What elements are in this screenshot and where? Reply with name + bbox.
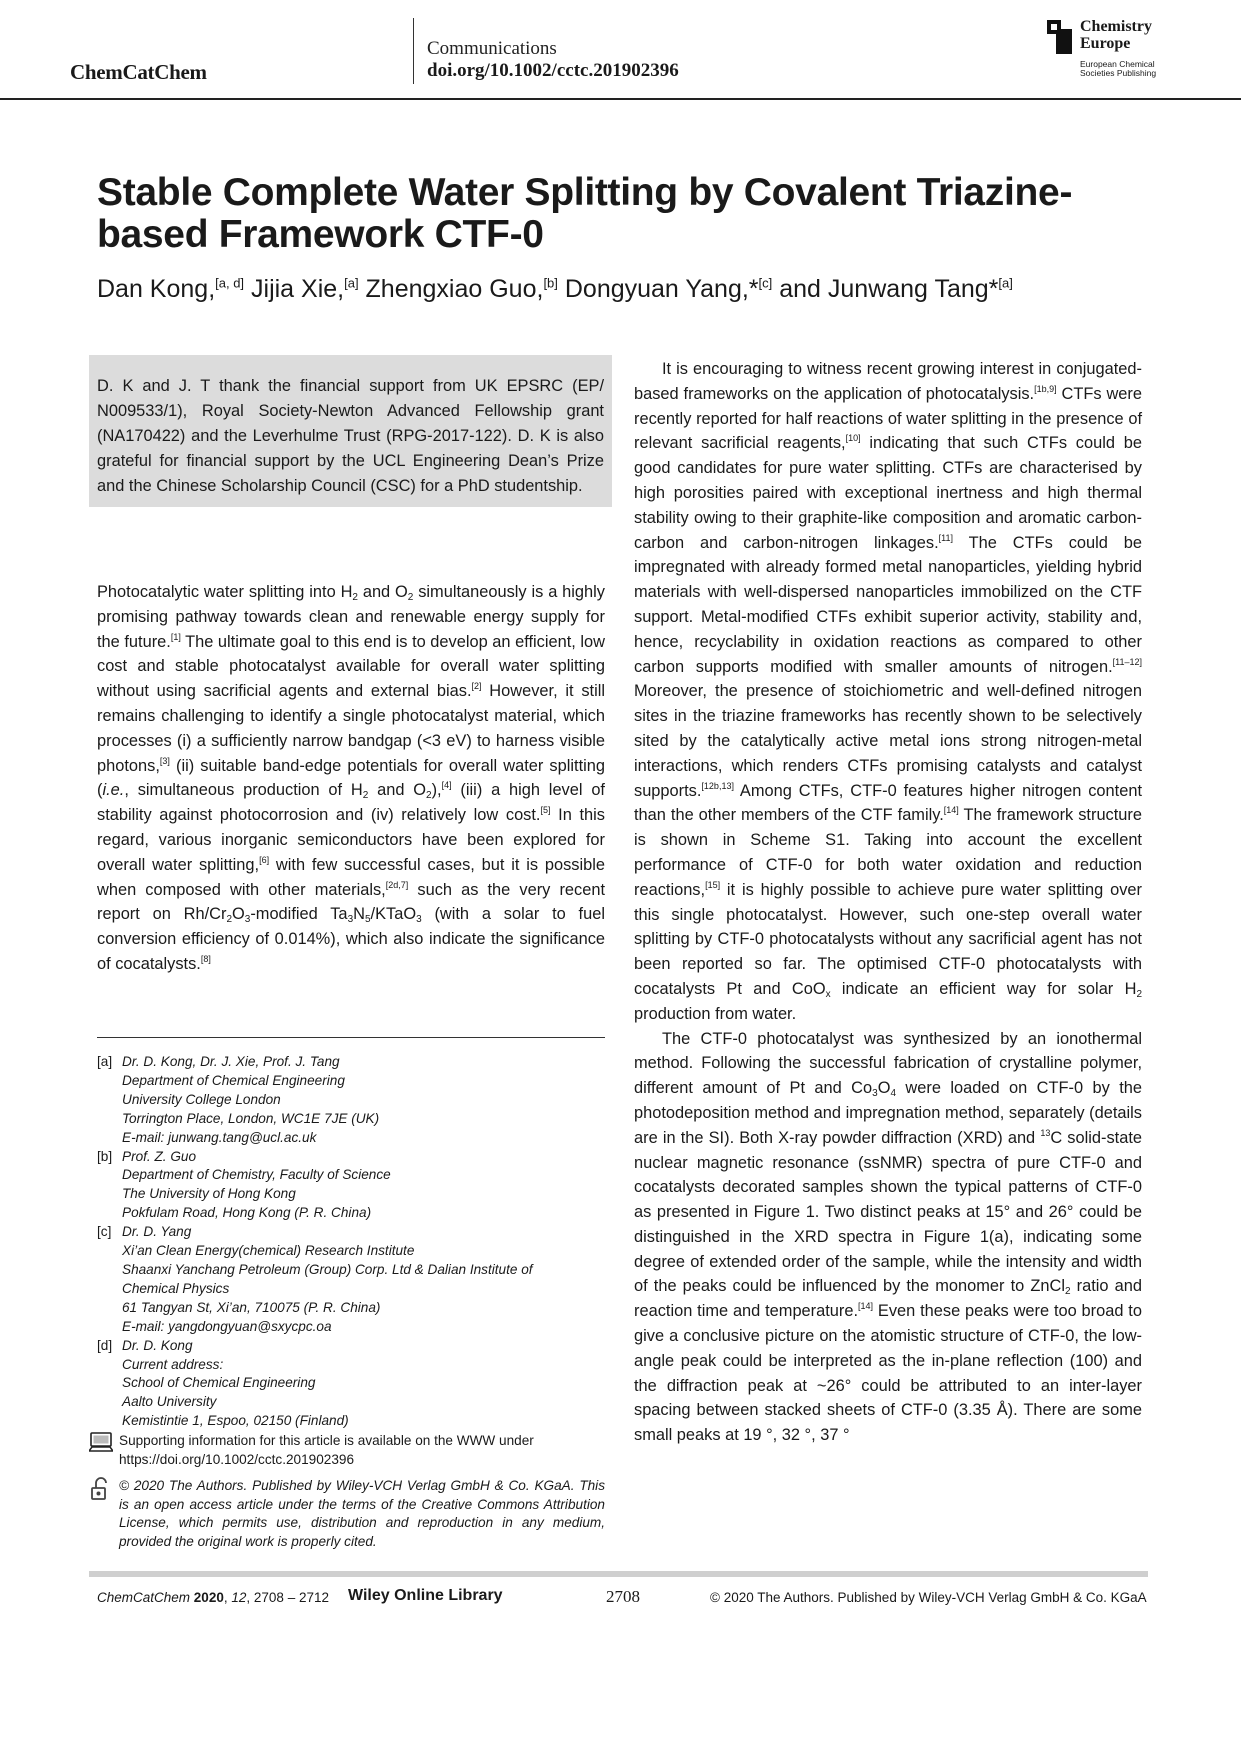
author-name: Dan Kong,	[97, 275, 216, 303]
publisher-logo	[1047, 18, 1177, 78]
author-name: Jijia Xie,	[251, 275, 345, 303]
logo-text-chemistry: Chemistry	[1080, 18, 1152, 35]
section-label: Communications	[427, 38, 557, 59]
supporting-info-text[interactable]: Supporting information for this article is available on the WWW under https://doi.org/10.1002/cctc.201902396	[119, 1433, 534, 1467]
logo-text-europe: Europe	[1080, 35, 1131, 52]
author-affiliation: [a, d]	[215, 275, 245, 291]
doi-link[interactable]: doi.org/10.1002/cctc.201902396	[427, 60, 679, 81]
author-name: and Junwang Tang*	[779, 275, 999, 303]
email-link[interactable]: E-mail: yangdongyuan@sxycpc.oa	[122, 1318, 332, 1334]
footer-rule	[89, 1571, 1148, 1577]
affiliation-a: [a] Dr. D. Kong, Dr. J. Xie, Prof. J. Tang Department of Chemical Engineering University College London Torrington Place, London, WC1E 7JE (UK) E-mail: junwang.tang@ucl.ac.uk	[97, 1053, 605, 1148]
open-access-icon	[89, 1477, 119, 1551]
supporting-info	[89, 1432, 605, 1469]
body-text-left: Photocatalytic water splitting into $H_2$ and $O_2$ simultaneously is a highly promising pathway towards clean and renewable energy supply for the future.[1] The ultimate goal to this end is to develop an efficient, low cost and stable photocatalyst available for overall water splitting without using sacrificial agents and external bias.[2] However, it still remains challenging to identify a single photocatalyst material, which processes (i) a sufficiently narrow bandgap (<3 eV) to harness visible photons,[3] (ii) suitable band-edge potentials for overall water splitting (i.e., simultaneous production of $H_2$ and $O_2),[4]$ (iii) a high level of stability against photocorrosion and (iv) relatively low cost.[5] In this regard, various inorganic semiconductors have been explored for overall water splitting,[6] with few successful cases, but it is possible when composed with other materials,[2d,7] such as the very recent report on $Rh/Cr_2O_3$-modified $Ta_3N_5/KTaO_3$ (with a solar to fuel conversion efficiency of 0.014%), which also indicate the significance of cocatalysts.[8]	[97, 583, 605, 973]
affiliation-d: [d] Dr. D. Kong Current address: School of Chemical Engineering Aalto University Kemistintie 1, Espoo, 02150 (Finland)	[97, 1337, 349, 1429]
email-link[interactable]: E-mail: junwang.tang@ucl.ac.uk	[122, 1129, 317, 1145]
license-text: © 2020 The Authors. Published by Wiley-VCH Verlag GmbH & Co. KGaA. This is an open access article under the terms of the Creative Commons Attribution License, which permits use, distribution and reproduction in any medium, provided the original work is properly cited.	[119, 1478, 605, 1549]
wiley-online-library-link[interactable]: Wiley Online Library	[348, 1587, 503, 1604]
author-affiliation: [c]	[758, 275, 773, 291]
author-affiliation: [a]	[998, 275, 1013, 291]
header-rule	[0, 98, 1241, 100]
affiliation-b: [b] Prof. Z. Guo Department of Chemistry, Faculty of Science The University of Hong Kong Pokfulam Road, Hong Kong (P. R. China)	[97, 1148, 391, 1221]
author-name: Zhengxiao Guo,	[365, 275, 544, 303]
computer-icon	[89, 1432, 119, 1469]
license-note	[89, 1477, 605, 1551]
supporting-notes	[89, 1432, 605, 1559]
chemistry-europe-logo-icon	[1047, 20, 1072, 54]
footnote-rule	[97, 1037, 605, 1038]
footer-copyright: © 2020 The Authors. Published by Wiley-VCH Verlag GmbH & Co. KGaA	[710, 1590, 1147, 1605]
acknowledgement-text: D. K and J. T thank the financial support from UK EPSRC (EP/ N009533/1), Royal Society-Newton Advanced Fellowship grant (NA170422) and the Leverhulme Trust (RPG-2017-122). D. K is also grateful for financial support by the UCL Engineering Dean’s Prize and the Chinese Scholarship Council (CSC) for a PhD studentship.	[97, 377, 604, 495]
header-divider	[413, 18, 414, 84]
footer-citation: ChemCatChem 2020, 12, 2708 – 2712	[97, 1590, 329, 1605]
author-list	[97, 275, 1013, 304]
journal-name: ChemCatChem	[70, 60, 207, 84]
author-affiliation: [a]	[344, 275, 359, 291]
logo-subtitle: European Chemical Societies Publishing	[1080, 59, 1157, 78]
author-name: Dongyuan Yang,*	[564, 275, 759, 303]
affiliation-footnotes	[97, 1053, 605, 1431]
affiliation-c: [c] Dr. D. Yang Xi’an Clean Energy(chemical) Research Institute Shaanxi Yanchang Petroleum (Group) Corp. Ltd & Dalian Institute of Chemical Physics 61 Tangyan St, Xi’an, 710075 (P. R. China) E-mail: yangdongyuan@sxycpc.oa	[97, 1223, 605, 1336]
author-affiliation: [b]	[543, 275, 558, 291]
body-text-right: It is encouraging to witness recent growing interest in conjugated-based frameworks on the application of photocatalysis.[1b,9] CTFs were recently reported for half reactions of water splitting in the presence of relevant sacrificial reagents,[10] indicating that such CTFs could be good candidates for pure water splitting. CTFs are characterised by high porosities paired with exceptional inertness and high thermal stability owing to their graphite-like composition and aromatic carbon-carbon and carbon-nitrogen linkages.[11] The CTFs could be impregnated with already formed metal nanoparticles, yielding hybrid materials with well-dispersed nanoparticles immobilized on the CTF support. Metal-modified CTFs exhibit superior activity, stability and, hence, recyclability in oxidation reactions as compared to other carbon supports modified with smaller amounts of nitrogen.[11–12] Moreover, the presence of stoichiometric and well-defined nitrogen sites in the triazine frameworks has recently shown to be selectively sited by the catalytically active metal ions strong nitrogen-metal interactions, which renders CTFs promising catalysts and catalyst supports.[12b,13] Among CTFs, CTF-0 features higher nitrogen content than the other members of the CTF family.[14] The framework structure is shown in Scheme S1. Taking into account the excellent performance of CTF-0 for both water oxidation and reduction reactions,[15] it is highly possible to achieve pure water splitting over this single photocatalyst. However, such one-step overall water splitting by CTF-0 photocatalysts without any sacrificial agent has not been reported so far. The optimised CTF-0 photocatalysts with cocatalysts Pt and CoO$_x$ indicate an efficient way for solar $H_2$ production from water. The CTF-0 photocatalyst was synthesized by an ionothermal method. Following the successful fabrication of crystalline polymer, different amount of Pt and $Co_3O_4$ were loaded on CTF-0 by the photodeposition method and impregnation method, separately (details are in the SI). Both X-ray powder diffraction (XRD) and $^{13}$C solid-state nuclear magnetic resonance (ssNMR) spectra of pure CTF-0 and cocatalysts decorated samples shown the typical patterns of CTF-0 as presented in Figure 1. Two distinct peaks at 15° and 26° could be distinguished in the XRD spectra in Figure 1(a), indicating some degree of extended order of the sample, while the intensity and width of the peaks could be influenced by the monomer to ZnCl$_2$ ratio and reaction time and temperature.[14] Even these peaks were too broad to give a conclusive picture on the atomistic structure of CTF-0, the low-angle peak could be interpreted as the in-plane reflection (100) and the diffraction peak at ~26° could be attributed to an inter-layer spacing between stacked sheets of CTF-0 (3.35 Å). There are some small peaks at 19 °, 32 °, 37 °	[634, 360, 1143, 1445]
acknowledgement-box	[89, 355, 612, 507]
article-title: Stable Complete Water Splitting by Covalent Triazine- based Framework CTF-0	[97, 171, 1073, 256]
page-number: 2708	[606, 1587, 640, 1606]
